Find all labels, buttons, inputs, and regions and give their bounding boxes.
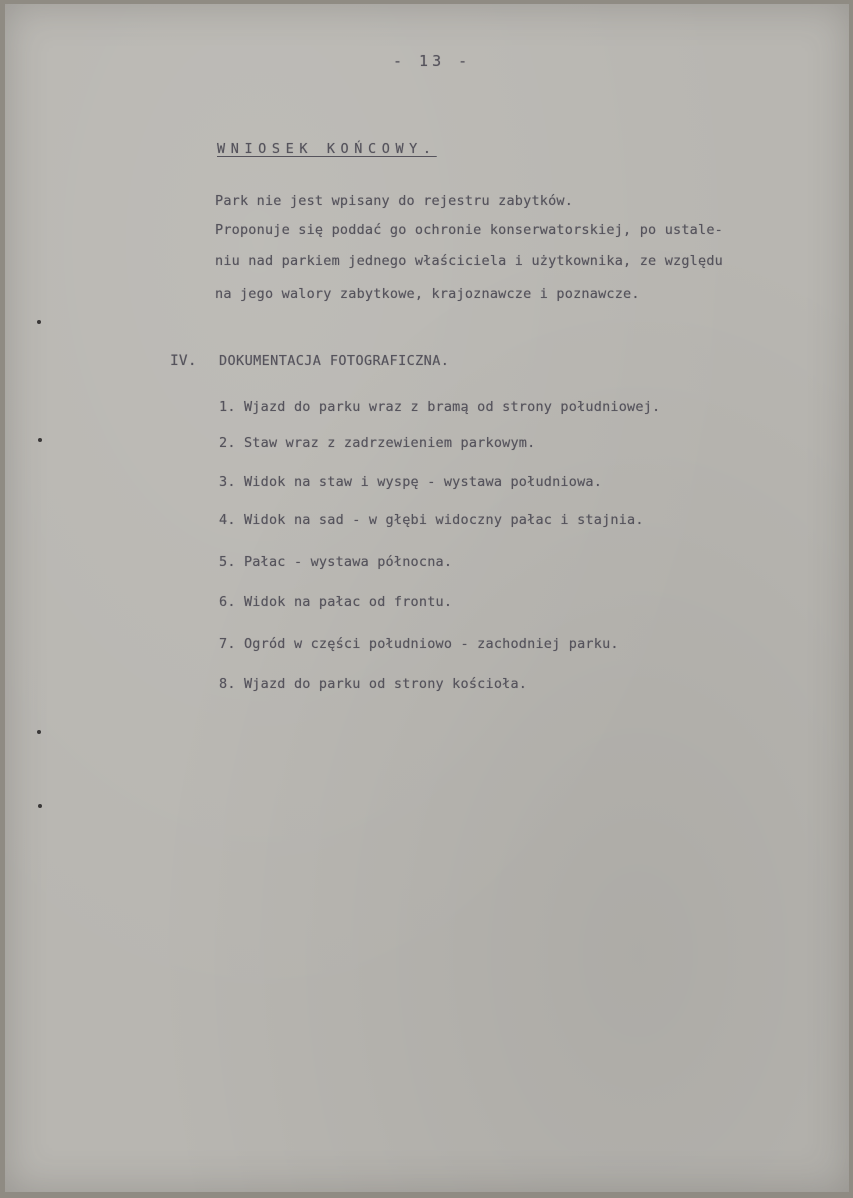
list-item: 7. Ogród w części południowo - zachodniej parku. (219, 636, 619, 652)
list-item: 3. Widok na staw i wyspę - wystawa południowa. (219, 474, 603, 490)
punch-hole-mark (37, 320, 41, 324)
paragraph-line: Park nie jest wpisany do rejestru zabytków. (215, 193, 574, 209)
list-item: 5. Pałac - wystawa północna. (219, 554, 453, 570)
list-item: 1. Wjazd do parku wraz z bramą od strony południowej. (219, 399, 661, 415)
punch-hole-mark (37, 730, 41, 734)
document-page (5, 4, 849, 1192)
paragraph-line: niu nad parkiem jednego właściciela i użytkownika, ze względu (215, 253, 723, 269)
section-numeral: IV. (170, 353, 197, 369)
paragraph-line: Proponuje się poddać go ochronie konserwatorskiej, po ustale- (215, 222, 723, 238)
list-item: 6. Widok na pałac od frontu. (219, 594, 453, 610)
list-item: 4. Widok na sad - w głębi widoczny pałac i stajnia. (219, 512, 644, 528)
list-item: 8. Wjazd do parku od strony kościoła. (219, 676, 528, 692)
list-item: 2. Staw wraz z zadrzewieniem parkowym. (219, 435, 536, 451)
page-number: - 13 - (393, 52, 472, 70)
section-title: DOKUMENTACJA FOTOGRAFICZNA. (219, 353, 450, 369)
punch-hole-mark (38, 438, 42, 442)
conclusion-heading: WNIOSEK KOŃCOWY. (217, 141, 437, 157)
punch-hole-mark (38, 804, 42, 808)
paragraph-line: na jego walory zabytkowe, krajoznawcze i poznawcze. (215, 286, 640, 302)
